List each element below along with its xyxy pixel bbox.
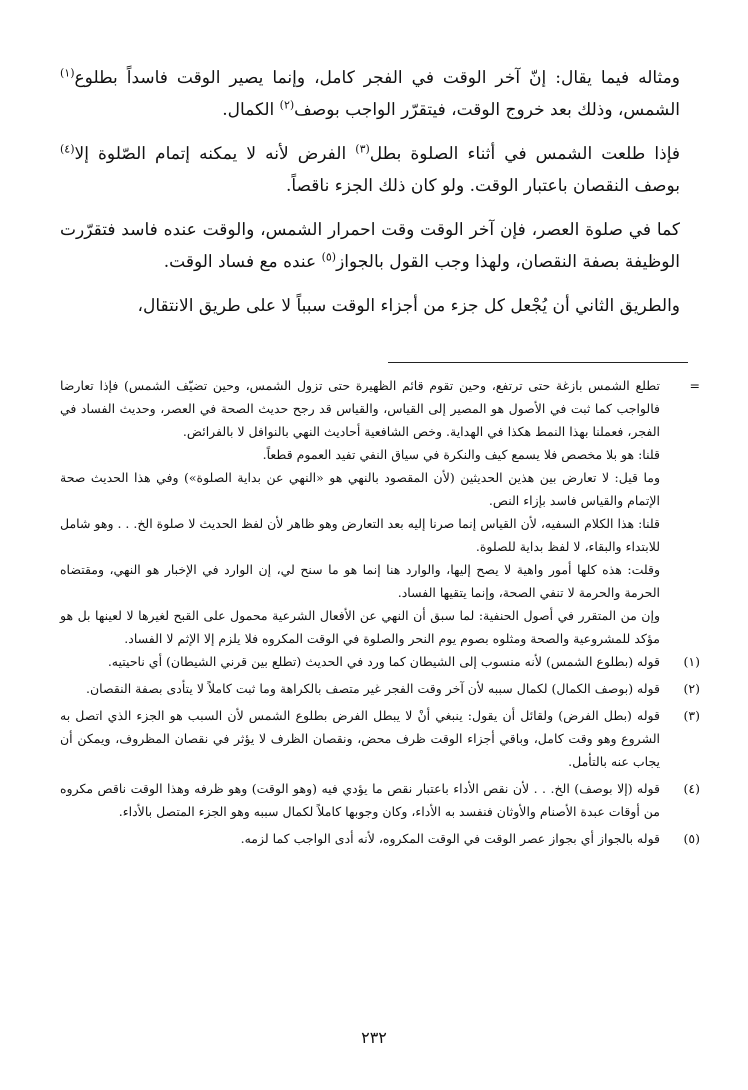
footnote-text: قوله (بطل الفرض) ولقائل أن يقول: ينبغي أنْ لا يبطل الفرض بطلوع الشمس لأن السبب هو الجزء الذي اتصل به الشروع وهو وقت كامل، وباقي أجزاء الوقت ظرف محض، ونقصان الظرف لا يؤثر في نقصان المظروف، ويمكن أن يجاب عنه بالتأمل.: [60, 708, 660, 769]
text-run: الفرض لأنه لا يمكنه إتمام الصّلوة إلا: [74, 144, 356, 164]
main-paragraph-2: [60, 138, 680, 202]
main-paragraph-1: [60, 62, 680, 126]
text-run: فإذا طلعت الشمس في أثناء الصلوة بطل: [369, 144, 681, 164]
footnote-ref: (٤): [60, 142, 75, 156]
footnote-number: (٣): [683, 708, 700, 723]
footnote-number: (٥): [683, 831, 700, 846]
footnote-number: (١): [683, 654, 700, 669]
continuation-paragraph: وما قيل: لا تعارض بين هذين الحديثين (لأن المقصود بالنهي هو «النهي عن بداية الصلوة») وفي هذا الحديث صحة الإتمام والقياس فاسد بإزاء النص.: [60, 470, 660, 508]
footnote-4: [60, 777, 700, 823]
footnote-text: قوله (بوصف الكمال) لكمال سببه لأن آخر وقت الفجر غير متصف بالكراهة وما ثبت كاملاً لا يتأدى بصفة النقصان.: [86, 681, 660, 696]
text-run: الكمال.: [222, 100, 280, 120]
footnote-text: قوله (إلا بوصف) الخ. . . لأن نقص الأداء باعتبار نقص ما يؤدي فيه (وهو الوقت) وهو ظرفه وهذا الوقت ناقص مكروه من أوقات عبدة الأصنام والأوثان فنفسد به الأداء، وكان وجوبها كاملاً لكمال سببه وهو الجزء المتصل بالأداء.: [60, 781, 660, 819]
footnote-ref: (١): [60, 66, 75, 80]
text-run: عنده مع فساد الوقت.: [163, 252, 322, 272]
footnote-ref: (٥): [321, 250, 337, 264]
page-number: ٢٣٢: [361, 1028, 387, 1047]
footnotes-section: [60, 374, 700, 854]
continuation-paragraph: تطلع الشمس بازغة حتى ترتفع، وحين تقوم قائم الظهيرة حتى تزول الشمس، وحين تضيّف الشمس) فإذا تعارضا فالواجب كما ثبت في الأصول هو المصير إلى القياس، والقياس قد رجح حديث الصحة في العصر، وحديث الفساد في الفجر، فعملنا بهذا النمط هكذا في الهداية. وخص الشافعية أحاديث النهي بالنوافل لا بالفرائض.: [60, 378, 660, 439]
continuation-paragraph: وإن من المتقرر في أصول الحنفية: لما سبق أن النهي عن الأفعال الشرعية محمول على القبح لغيرها لا لعينها بل هو مؤكد للمشروعية والصحة ومثلوه بصوم يوم النحر والصلوة في الوقت المكروه فلا يلزم إلا الإثم لا الفساد.: [60, 608, 660, 646]
text-run: بوصف النقصان باعتبار الوقت. ولو كان ذلك الجزء ناقصاً.: [285, 176, 680, 196]
footnote-number: (٤): [683, 781, 700, 796]
continuation-marker: =: [689, 378, 700, 393]
continuation-paragraph: قلنا: هو بلا مخصص فلا يسمع كيف والنكرة في سياق النفي تفيد العموم قطعاً.: [262, 447, 660, 462]
footnote-2: [60, 677, 700, 700]
main-paragraph-3: [60, 214, 680, 278]
footnote-1: [60, 650, 700, 673]
continuation-paragraph: وقلت: هذه كلها أمور واهية لا يصح إليها، والوارد هنا إنما هو ما سنح لي، إن الوارد في الإخبار هو النهي، ومقتضاه الحرمة والحرمة لا تنفي الصحة، وإنما يتقيها الفساد.: [60, 562, 660, 600]
continuation-paragraph: قلنا: هذا الكلام السفيه، لأن القياس إنما صرنا إليه بعد التعارض وهو ظاهر لأن لفظ الحديث لا صلوة الخ. . . وهو شامل للابتداء والبقاء، لا لفظ بداية للصلوة.: [60, 516, 660, 554]
text-run: كما في صلوة العصر، فإن آخر الوقت وقت احمرار الشمس، والوقت عنده فاسد فتقرّرت الوظيفة بصفة النقصان، ولهذا وجب القول بالجواز: [60, 220, 680, 272]
footnote-number: (٢): [683, 681, 700, 696]
footnote-text: قوله (بطلوع الشمس) لأنه منسوب إلى الشيطان كما ورد في الحديث (تطلع بين قرني الشيطان) أي ناحيتيه.: [107, 654, 660, 669]
footnote-continuation: [60, 374, 700, 650]
text-run: الشمس، وذلك بعد خروج الوقت، فيتقرّر الواجب بوصف: [294, 100, 680, 120]
text-run: والطريق الثاني أن يُجْعل كل جزء من أجزاء الوقت سبباً لا على طريق الانتقال،: [137, 296, 680, 316]
main-text: [60, 62, 680, 334]
footnote-divider: [388, 362, 688, 363]
text-run: ومثاله فيما يقال: إنّ آخر الوقت في الفجر كامل، وإنما يصير الوقت فاسداً بطلوع: [74, 68, 680, 88]
footnote-5: [60, 827, 700, 850]
main-paragraph-4: [60, 290, 680, 322]
footnote-3: [60, 704, 700, 773]
footnote-ref: (٣): [355, 142, 370, 156]
footnote-ref: (٢): [279, 98, 295, 112]
footnote-text: قوله بالجواز أي بجواز عصر الوقت في الوقت المكروه، لأنه أدى الواجب كما لزمه.: [240, 831, 660, 846]
